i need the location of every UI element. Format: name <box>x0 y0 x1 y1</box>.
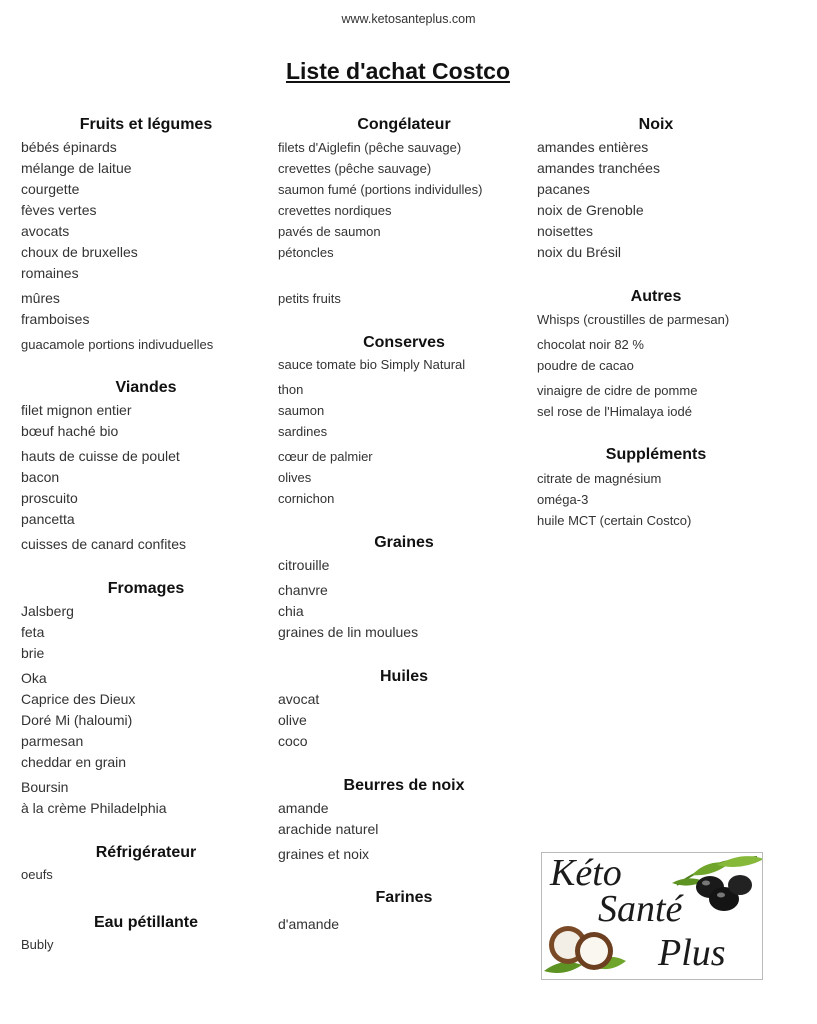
list-item: sardines <box>278 424 328 439</box>
list-item: d'amande <box>278 916 340 932</box>
list-item: romaines <box>21 265 79 281</box>
list-item: framboises <box>21 311 90 327</box>
list-item: saumon fumé (portions individulles) <box>278 182 483 197</box>
category-heading-congelateur: Congélateur <box>357 116 451 133</box>
list-item: oeufs <box>21 867 53 882</box>
category-heading-noix: Noix <box>638 116 674 133</box>
list-item: filet mignon entier <box>21 402 132 418</box>
category-heading-beurres-de-noix: Beurres de noix <box>343 777 465 794</box>
list-item: pétoncles <box>278 245 334 260</box>
page-title: Liste d'achat Costco <box>285 58 510 84</box>
category-heading-refrigerateur: Réfrigérateur <box>95 844 197 861</box>
keto-sante-plus-logo <box>541 852 763 980</box>
list-item: Boursin <box>21 779 69 795</box>
logo-text-sante: Santé <box>598 888 683 930</box>
list-item: cheddar en grain <box>21 754 127 770</box>
list-item: crevettes nordiques <box>278 203 392 218</box>
list-item: bébés épinards <box>21 139 117 155</box>
list-item: courgette <box>21 181 80 197</box>
list-item: choux de bruxelles <box>21 244 138 260</box>
list-item: Oka <box>21 670 47 686</box>
list-item: olives <box>278 470 312 485</box>
list-item: avocat <box>278 691 320 707</box>
logo-text-keto: Kéto <box>550 852 622 894</box>
list-item: coco <box>278 733 308 749</box>
list-item: amandes entières <box>537 139 649 155</box>
list-item: chanvre <box>278 582 328 598</box>
list-item: avocats <box>21 223 70 239</box>
list-item: graines de lin moulues <box>278 624 419 640</box>
list-item: filets d'Aiglefin (pêche sauvage) <box>278 140 462 155</box>
list-item: noix du Brésil <box>537 244 622 260</box>
list-item: olive <box>278 712 307 728</box>
category-heading-viandes: Viandes <box>115 379 177 396</box>
category-heading-autres: Autres <box>630 288 682 305</box>
list-item: poudre de cacao <box>537 358 634 373</box>
list-item: brie <box>21 645 45 661</box>
list-item: Bubly <box>21 937 54 952</box>
list-item: Jalsberg <box>21 603 74 619</box>
list-item: Whisps (croustilles de parmesan) <box>537 312 730 327</box>
list-item: thon <box>278 382 304 397</box>
list-item: hauts de cuisse de poulet <box>21 448 180 464</box>
category-heading-conserves: Conserves <box>363 334 445 351</box>
list-item: arachide naturel <box>278 821 379 837</box>
list-item: chocolat noir 82 % <box>537 337 644 352</box>
list-item: cornichon <box>278 491 335 506</box>
list-item: cuisses de canard confites <box>21 536 186 552</box>
list-item: mûres <box>21 290 60 306</box>
list-item: oméga-3 <box>537 492 589 507</box>
list-item: noix de Grenoble <box>537 202 644 218</box>
list-item: huile MCT (certain Costco) <box>537 513 692 528</box>
list-item: pancetta <box>21 511 75 527</box>
list-item: guacamole portions indivuduelles <box>21 337 214 352</box>
logo-text-plus: Plus <box>658 932 726 974</box>
list-item: mélange de laitue <box>21 160 132 176</box>
category-heading-fruits-legumes: Fruits et légumes <box>79 116 213 133</box>
list-item: pacanes <box>537 181 590 197</box>
list-item: amande <box>278 800 329 816</box>
list-item: pavés de saumon <box>278 224 381 239</box>
list-item: noisettes <box>537 223 594 239</box>
list-item: crevettes (pêche sauvage) <box>278 161 432 176</box>
list-item: bacon <box>21 469 60 485</box>
list-item: petits fruits <box>278 291 341 306</box>
list-item: à la crème Philadelphia <box>21 800 167 816</box>
list-item: chia <box>278 603 304 619</box>
category-heading-farines: Farines <box>375 889 433 906</box>
list-item: amandes tranchées <box>537 160 660 176</box>
list-item: citrouille <box>278 557 330 573</box>
category-heading-graines: Graines <box>374 534 434 551</box>
website-url: www.ketosanteplus.com <box>341 12 476 26</box>
category-heading-fromages: Fromages <box>107 580 185 597</box>
list-item: cœur de palmier <box>278 449 373 464</box>
list-item: graines et noix <box>278 846 370 862</box>
list-item: Doré Mi (haloumi) <box>21 712 133 728</box>
category-heading-huiles: Huiles <box>379 668 428 685</box>
list-item: proscuito <box>21 490 78 506</box>
list-item: vinaigre de cidre de pomme <box>537 383 698 398</box>
list-item: sauce tomate bio Simply Natural <box>278 357 466 372</box>
list-item: saumon <box>278 403 325 418</box>
category-heading-supplements: Suppléments <box>605 446 707 463</box>
list-item: parmesan <box>21 733 84 749</box>
list-item: feta <box>21 624 45 640</box>
category-heading-eau-petillante: Eau pétillante <box>93 914 199 931</box>
list-item: citrate de magnésium <box>537 471 662 486</box>
list-item: bœuf haché bio <box>21 423 119 439</box>
list-item: sel rose de l'Himalaya iodé <box>537 404 692 419</box>
list-item: Caprice des Dieux <box>21 691 136 707</box>
list-item: fèves vertes <box>21 202 97 218</box>
